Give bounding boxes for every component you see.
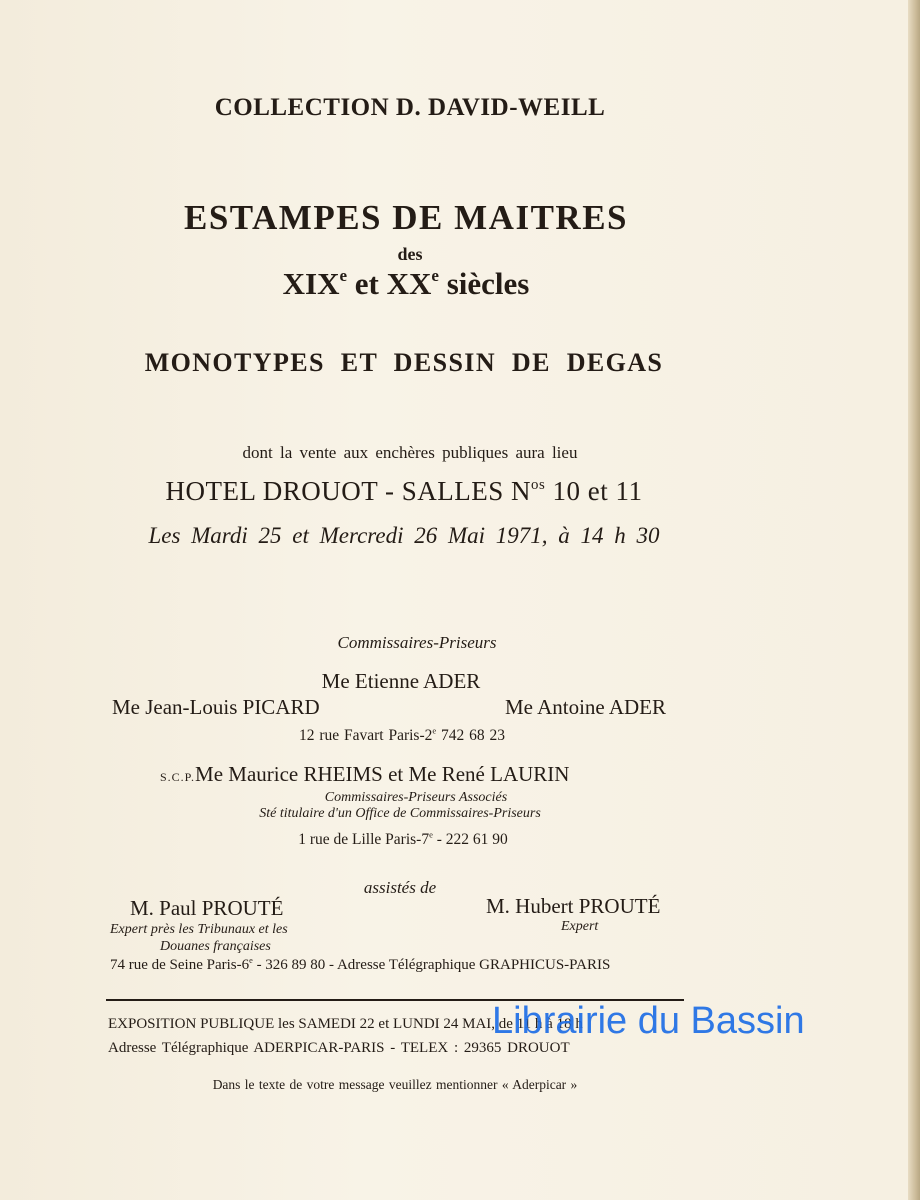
sale-intro: dont la vente aux enchères publiques aura lieu <box>242 443 578 462</box>
auctioneer-picard: Me Jean-Louis PICARD <box>112 695 320 719</box>
venue-tail: 10 et 11 <box>545 476 643 506</box>
paul-role-line1: Expert près les Tribunaux et les <box>110 922 288 937</box>
experts-address-tail: - 326 89 80 - Adresse Télégraphique GRAPHICUS-PARIS <box>252 957 611 973</box>
experts-address <box>110 957 610 974</box>
centuries-heading <box>0 266 812 302</box>
sale-venue <box>0 476 808 507</box>
book-spine-edge <box>908 0 920 1200</box>
address2-text: 1 rue de Lille Paris-7 <box>298 831 430 848</box>
title-connector: des <box>397 244 423 264</box>
auctioneers-address <box>0 727 804 745</box>
scp-line <box>160 762 569 787</box>
centuries-a: XIX <box>282 266 340 301</box>
message-note: Dans le texte de votre message veuillez mentionner « Aderpicar » <box>212 1077 578 1092</box>
seller-watermark: Librairie du Bassin <box>492 1000 805 1042</box>
auctioneers-heading: Commissaires-Priseurs <box>337 633 497 652</box>
centuries-sup-b: e <box>431 266 439 286</box>
scp-address <box>0 831 806 849</box>
centuries-sup-a: e <box>339 266 348 286</box>
scp-office: Sté titulaire d'un Office de Commissaires-Priseurs <box>259 806 541 821</box>
telegraph-address: Adresse Télégraphique ADERPICAR-PARIS - TELEX : 29365 DROUOT <box>108 1040 570 1056</box>
centuries-mid: et XX <box>347 266 432 301</box>
assisted-by: assistés de <box>363 878 437 897</box>
page-title: ESTAMPES DE MAITRES <box>183 198 629 237</box>
address2-sup: e <box>429 829 433 840</box>
scp-names: Me Maurice RHEIMS et Me René LAURIN <box>195 762 570 786</box>
paul-role-line2: Douanes françaises <box>160 939 271 954</box>
address1-tail: 742 68 23 <box>436 727 506 744</box>
hubert-role: Expert <box>561 919 599 934</box>
expert-paul-proute: M. Paul PROUTÉ <box>130 896 284 920</box>
sale-dates: Les Mardi 25 et Mercredi 26 Mai 1971, à 14 h 30 <box>148 523 660 548</box>
scp-associates: Commissaires-Priseurs Associés <box>324 790 508 805</box>
address2-tail: - 222 61 90 <box>432 831 508 848</box>
scp-prefix: S.C.P. <box>160 770 196 784</box>
experts-address-sup: e <box>249 955 253 965</box>
experts-address-text: 74 rue de Seine Paris-6 <box>110 957 250 973</box>
venue-sup: os <box>531 476 546 493</box>
address1-text: 12 rue Favart Paris-2 <box>298 727 433 744</box>
collection-heading: COLLECTION D. DAVID-WEILL <box>214 94 606 121</box>
expert-hubert-proute: M. Hubert PROUTÉ <box>486 894 661 918</box>
address1-sup: e <box>432 725 437 736</box>
centuries-tail: siècles <box>438 266 530 301</box>
auctioneer-etienne-ader: Me Etienne ADER <box>321 669 481 693</box>
subtitle: MONOTYPES ET DESSIN DE DEGAS <box>144 348 664 377</box>
venue-text: HOTEL DROUOT - SALLES N <box>165 476 532 506</box>
exposition-notice: EXPOSITION PUBLIQUE les SAMEDI 22 et LUNDI 24 MAI, de 11 h à 18 h <box>108 1016 583 1032</box>
auctioneer-antoine-ader: Me Antoine ADER <box>505 695 666 719</box>
